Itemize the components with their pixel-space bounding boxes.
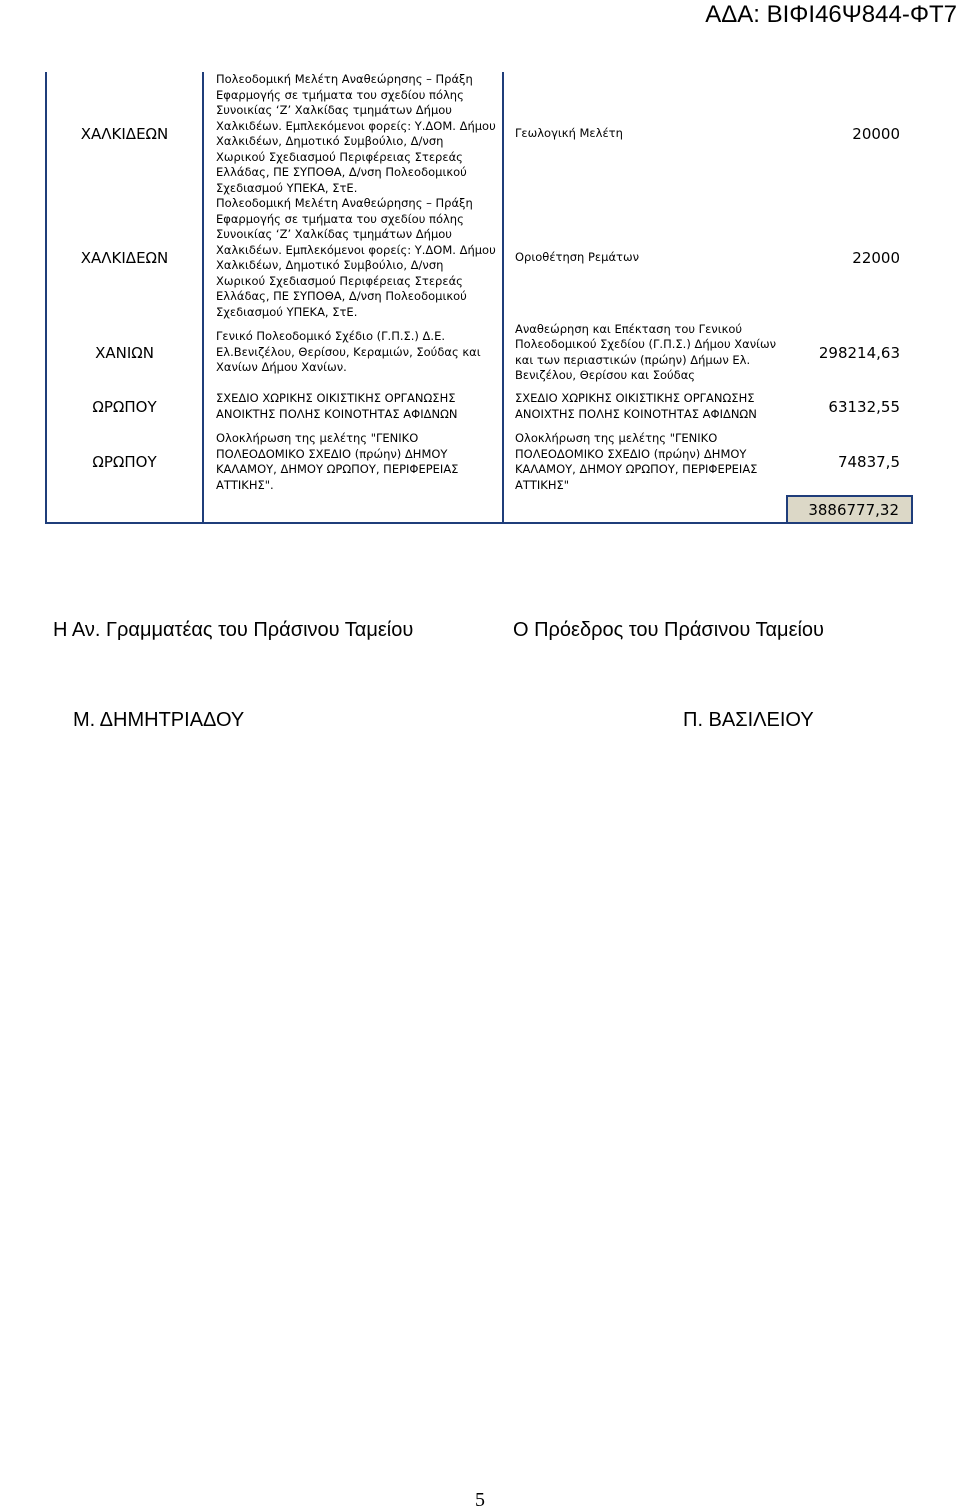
description-cell: Πολεοδομική Μελέτη Αναθεώρησης – Πράξη Εφαρμογής σε τμήματα του σχεδίου πόλης Συνοικίας ‘Ζ’ Χαλκίδας τμημάτων Δήμου Χαλκιδέων. Εμπλεκόμενοι φορείς: Υ.ΔΟΜ. Δήμου Χαλκιδέων, Δημοτικό Συμβούλιο, Δ/νση Χωρικού Σχεδιασμού Περιφέρειας Στερεάς Ελλάδας, ΠΕ ΣΥΠΟΘΑ, Δ/νση Πολεοδομικού Σχεδιασμού ΥΠΕΚΑ, ΣτΕ. [203, 72, 503, 196]
description-cell: Πολεοδομική Μελέτη Αναθεώρησης – Πράξη Εφαρμογής σε τμήματα του σχεδίου πόλης Συνοικίας ‘Ζ’ Χαλκίδας τμημάτων Δήμου Χαλκιδέων. Εμπλεκόμενοι φορείς: Υ.ΔΟΜ. Δήμου Χαλκιδέων, Δημοτικό Συμβούλιο, Δ/νση Χωρικού Σχεδιασμού Περιφέρειας Στερεάς Ελλάδας, ΠΕ ΣΥΠΟΘΑ, Δ/νση Πολεοδομικού Σχεδιασμού ΥΠΕΚΑ, ΣτΕ. [203, 196, 503, 320]
president-name: Π. ΒΑΣΙΛΕΙΟΥ [683, 709, 814, 731]
table-row [46, 385, 912, 428]
amount-cell: 20000 [852, 125, 900, 143]
description-cell: ΣΧΕΔΙΟ ΧΩΡΙΚΗΣ ΟΙΚΙΣΤΙΚΗΣ ΟΡΓΑΝΩΣΗΣ ΑΝΟΙΚΤΗΣ ΠΟΛΗΣ ΚΟΙΝΟΤΗΤΑΣ ΑΦΙΔΝΩΝ [203, 385, 503, 428]
study-cell: Οριοθέτηση Ρεμάτων [503, 196, 787, 320]
amount-cell: 63132,55 [828, 397, 900, 416]
empty-cell [203, 496, 503, 523]
secretary-title: Η Αν. Γραμματέας του Πράσινου Ταμείου [53, 619, 414, 641]
ada-code: ΑΔΑ: ΒΙΦΙ46Ψ844-ΦΤ7 [705, 1, 957, 28]
table-row [46, 428, 912, 496]
municipality-cell: ΩΡΩΠΟΥ [46, 385, 203, 428]
municipality-cell: ΧΑΝΙΩΝ [46, 320, 203, 385]
amount-cell: 22000 [852, 249, 900, 267]
municipality-cell: ΩΡΩΠΟΥ [46, 428, 203, 496]
page-number: 5 [475, 1489, 485, 1511]
empty-cell [46, 496, 203, 523]
municipality-cell: ΧΑΛΚΙΔΕΩΝ [46, 196, 203, 320]
study-cell: ΣΧΕΔΙΟ ΧΩΡΙΚΗΣ ΟΙΚΙΣΤΙΚΗΣ ΟΡΓΑΝΩΣΗΣ ΑΝΟΙΧΤΗΣ ΠΟΛΗΣ ΚΟΙΝΟΤΗΤΑΣ ΑΦΙΔΝΩΝ [503, 385, 787, 428]
empty-cell [503, 496, 787, 523]
study-cell: Γεωλογική Μελέτη [503, 72, 787, 196]
study-cell: Αναθεώρηση και Επέκταση του Γενικού Πολεοδομικού Σχεδίου (Γ.Π.Σ.) Δήμου Χανίων και των περιαστικών (πρώην) Δήμων Ελ. Βενιζέλου, Θερίσου και Σούδας [503, 320, 787, 385]
study-cell: Ολοκλήρωση της μελέτης "ΓΕΝΙΚΟ ΠΟΛΕΟΔΟΜΙΚΟ ΣΧΕΔΙΟ (πρώην) ΔΗΜΟΥ ΚΑΛΑΜΟΥ, ΔΗΜΟΥ ΩΡΩΠΟΥ, ΠΕΡΙΦΕΡΕΙΑΣ ΑΤΤΙΚΗΣ" [503, 428, 787, 496]
description-cell: Ολοκλήρωση της μελέτης "ΓΕΝΙΚΟ ΠΟΛΕΟΔΟΜΙΚΟ ΣΧΕΔΙΟ (πρώην) ΔΗΜΟΥ ΚΑΛΑΜΟΥ, ΔΗΜΟΥ ΩΡΩΠΟΥ, ΠΕΡΙΦΕΡΕΙΑΣ ΑΤΤΙΚΗΣ". [203, 428, 503, 496]
amount-cell: 298214,63 [818, 343, 900, 362]
president-title: Ο Πρόεδρος του Πράσινου Ταμείου [513, 619, 824, 641]
amount-cell: 74837,5 [837, 452, 900, 471]
funding-table [45, 72, 913, 524]
table-row [46, 196, 912, 320]
table-row [46, 320, 912, 385]
total-row [46, 496, 912, 523]
table-row [46, 72, 912, 196]
secretary-name: Μ. ΔΗΜΗΤΡΙΑΔΟΥ [73, 709, 245, 731]
description-cell: Γενικό Πολεοδομικό Σχέδιο (Γ.Π.Σ.) Δ.Ε. Ελ.Βενιζέλου, Θερίσου, Κεραμιών, Σούδας και Χανίων Δήμου Χανίων. [203, 320, 503, 385]
total-amount-cell: 3886777,32 [787, 496, 912, 523]
municipality-cell: ΧΑΛΚΙΔΕΩΝ [46, 72, 203, 196]
